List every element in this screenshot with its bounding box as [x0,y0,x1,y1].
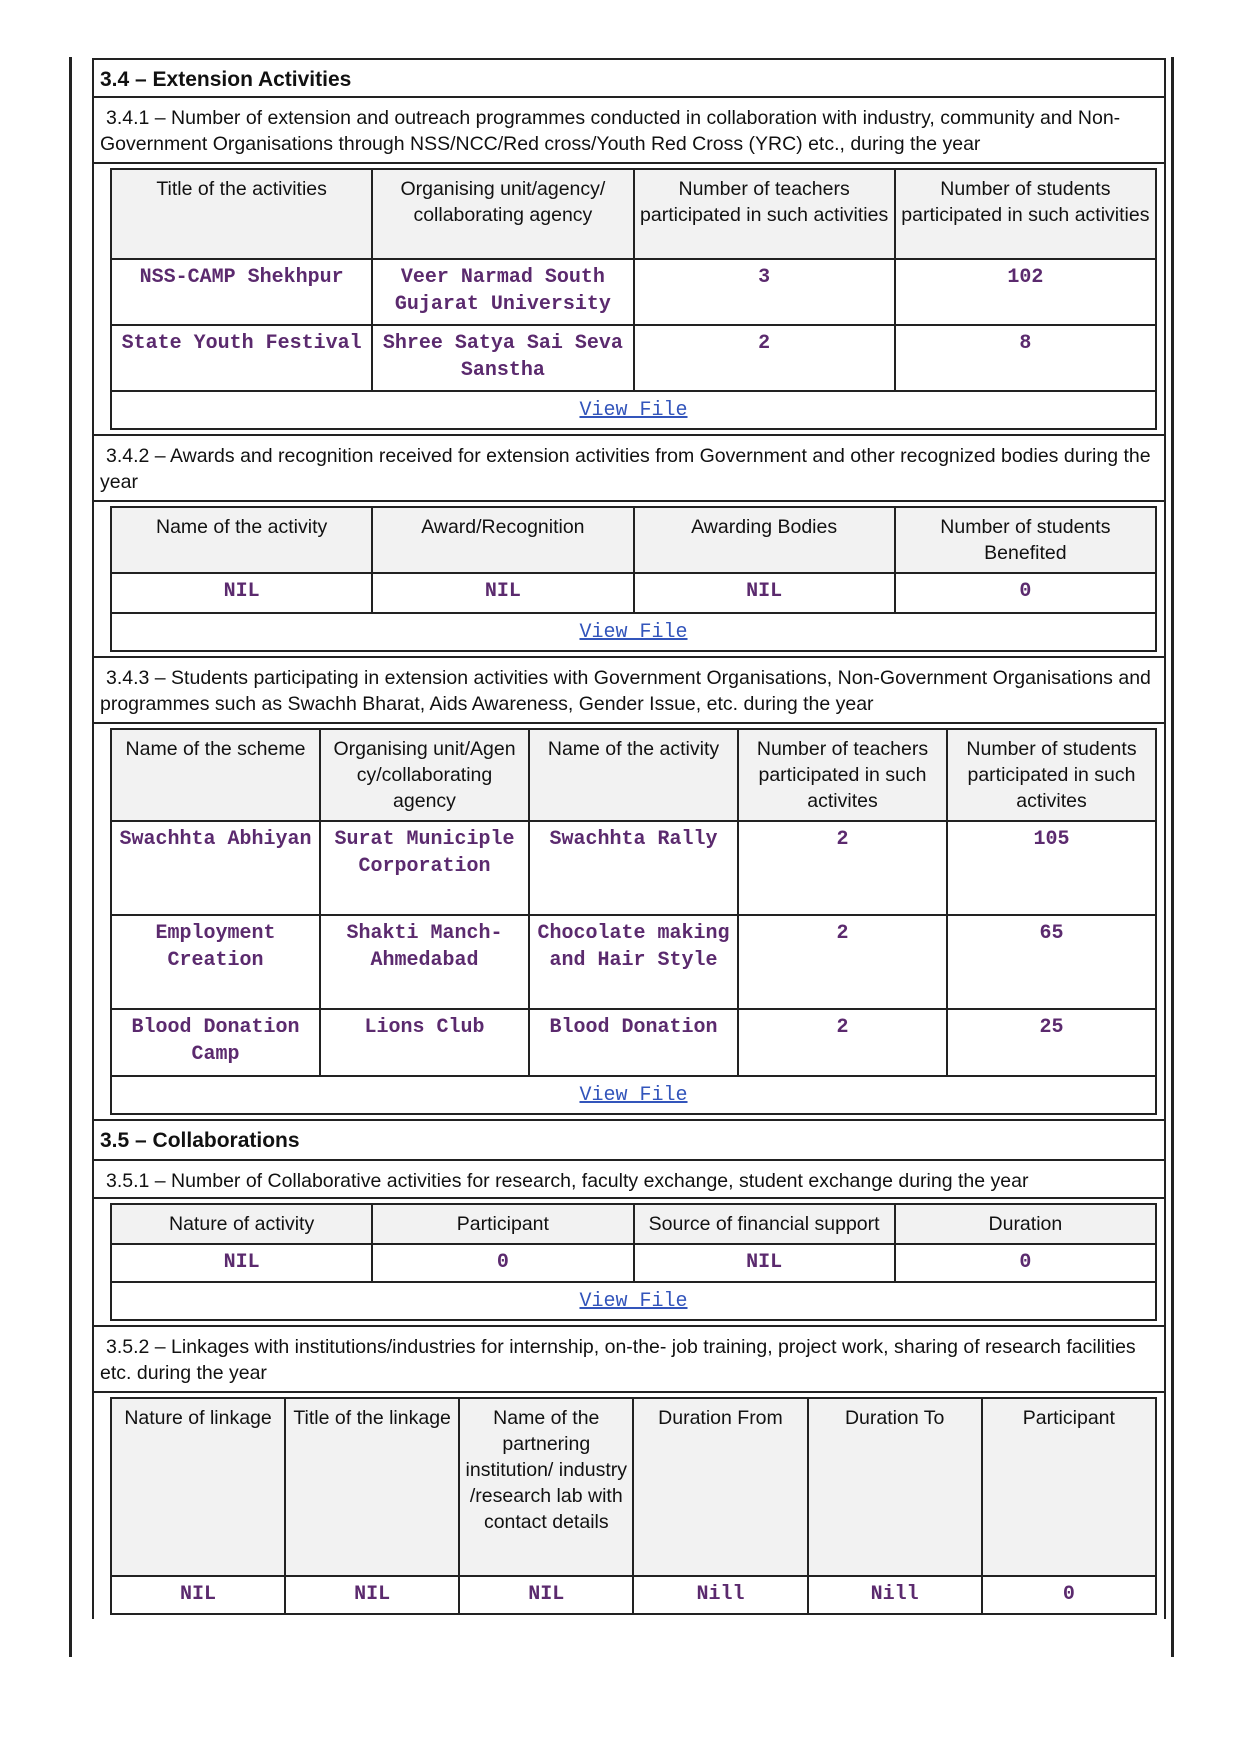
section-3-4-1-table-wrap [92,164,1166,436]
col-header-name-of-activity: Name of the activity [529,729,738,821]
table-cell: 8 [895,325,1156,391]
table-cell: NIL [111,1576,285,1614]
view-file-link[interactable]: View File [579,1289,688,1313]
section-3-4-3-description [92,658,1166,724]
table-row [111,1009,1156,1076]
section-3-5-1-table-wrap [92,1199,1166,1327]
table-cell: NSS-CAMP Shekhpur [111,259,372,325]
table-cell: 3 [634,259,895,325]
col-header-participant: Participant [372,1204,633,1244]
table-cell: Swachhta Abhiyan [111,821,320,915]
table-row [111,573,1156,613]
section-3-4-1-text: 3.4.1 – Number of extension and outreach programmes conducted in collaboration with industry, community and Non- Government Organisations through NSS/NCC/Red cross/Youth Red Cross (YRC) etc., during the year [100,107,1121,155]
view-file-link[interactable]: View File [579,398,688,422]
left-margin-line [69,57,72,1657]
col-header-organising-unit: Organising unit/Agen cy/collaborating agency [320,729,529,821]
table-row [111,325,1156,391]
linkages-table [110,1397,1157,1615]
view-file-cell [111,613,1156,651]
section-3-4-1-description [92,98,1166,164]
col-header-number-of-teachers: Number of teachers participated in such activities [634,169,895,259]
table-cell: Surat Municiple Corporation [320,821,529,915]
table-cell: Blood Donation [529,1009,738,1076]
col-header-duration-from: Duration From [633,1398,807,1576]
table-cell: 0 [895,1244,1156,1282]
table-cell: NIL [111,1244,372,1282]
table-cell: Employment Creation [111,915,320,1009]
section-3-5-2-description [92,1327,1166,1393]
table-cell: 65 [947,915,1156,1009]
view-file-cell [111,1076,1156,1114]
section-3-4-2-table-wrap [92,502,1166,658]
section-3-4-title: 3.4 – Extension Activities [92,58,1166,98]
col-header-duration: Duration [895,1204,1156,1244]
section-3-4-2-description [92,436,1166,502]
col-header-award-recognition: Award/Recognition [372,507,633,573]
table-cell: NIL [634,1244,895,1282]
table-cell: 0 [895,573,1156,613]
table-row [111,915,1156,1009]
section-3-5-1-description [92,1161,1166,1199]
right-margin-line [1171,57,1174,1657]
section-3-5-2-table-wrap [92,1393,1166,1619]
view-file-link[interactable]: View File [579,620,688,644]
table-cell: Chocolate making and Hair Style [529,915,738,1009]
col-header-participant: Participant [982,1398,1156,1576]
section-3-5-title: 3.5 – Collaborations [92,1121,1166,1161]
section-3-5-1-text: 3.5.1 – Number of Collaborative activities for research, faculty exchange, student exchange during the year [106,1170,1029,1192]
col-header-name-of-activity: Name of the activity [111,507,372,573]
extension-programmes-table [110,168,1157,430]
table-cell: Shree Satya Sai Seva Sanstha [372,325,633,391]
view-file-cell [111,391,1156,429]
table-cell: State Youth Festival [111,325,372,391]
table-cell: Nill [633,1576,807,1614]
col-header-duration-to: Duration To [808,1398,982,1576]
table-cell: 2 [738,821,947,915]
table-cell: Blood Donation Camp [111,1009,320,1076]
table-cell: NIL [634,573,895,613]
col-header-nature-of-activity: Nature of activity [111,1204,372,1244]
section-3-4-2-text: 3.4.2 – Awards and recognition received for extension activities from Government and other recognized bodies during the year [100,445,1151,493]
table-cell: Shakti Manch- Ahmedabad [320,915,529,1009]
table-cell: Lions Club [320,1009,529,1076]
table-row [111,1576,1156,1614]
view-file-cell [111,1282,1156,1320]
table-row [111,259,1156,325]
col-header-name-of-scheme: Name of the scheme [111,729,320,821]
col-header-awarding-bodies: Awarding Bodies [634,507,895,573]
col-header-number-of-students: Number of students participated in such activites [947,729,1156,821]
table-cell: 2 [738,915,947,1009]
extension-participation-table [110,728,1157,1115]
table-row [111,821,1156,915]
table-cell: 0 [372,1244,633,1282]
col-header-title-of-linkage: Title of the linkage [285,1398,459,1576]
table-cell: Swachhta Rally [529,821,738,915]
table-cell: 0 [982,1576,1156,1614]
table-cell: 2 [634,325,895,391]
report-frame [92,58,1166,1619]
section-3-4-3-text: 3.4.3 – Students participating in extension activities with Government Organisations, Non-Government Organisations and programmes such as Swachh Bharat, Aids Awareness, Gender Issue, etc. during the year [100,667,1151,715]
table-cell: 2 [738,1009,947,1076]
view-file-link[interactable]: View File [579,1083,688,1107]
col-header-number-of-teachers: Number of teachers participated in such activites [738,729,947,821]
col-header-title-of-activities: Title of the activities [111,169,372,259]
table-cell: NIL [285,1576,459,1614]
col-header-nature-of-linkage: Nature of linkage [111,1398,285,1576]
section-3-4-3-table-wrap [92,724,1166,1121]
awards-recognition-table [110,506,1157,652]
table-row [111,1244,1156,1282]
table-cell: NIL [459,1576,633,1614]
col-header-organising-unit: Organising unit/agency/ collaborating agency [372,169,633,259]
table-cell: Veer Narmad South Gujarat University [372,259,633,325]
col-header-partnering-institution: Name of the partnering institution/ industry /research lab with contact details [459,1398,633,1576]
table-cell: NIL [372,573,633,613]
table-cell: NIL [111,573,372,613]
table-cell: Nill [808,1576,982,1614]
col-header-financial-support: Source of financial support [634,1204,895,1244]
section-3-5-2-text: 3.5.2 – Linkages with institutions/industries for internship, on-the- job training, project work, sharing of research facilities etc. during the year [100,1336,1136,1384]
table-cell: 25 [947,1009,1156,1076]
col-header-students-benefited: Number of students Benefited [895,507,1156,573]
table-cell: 105 [947,821,1156,915]
collaborative-activities-table [110,1203,1157,1321]
table-cell: 102 [895,259,1156,325]
col-header-number-of-students: Number of students participated in such activities [895,169,1156,259]
